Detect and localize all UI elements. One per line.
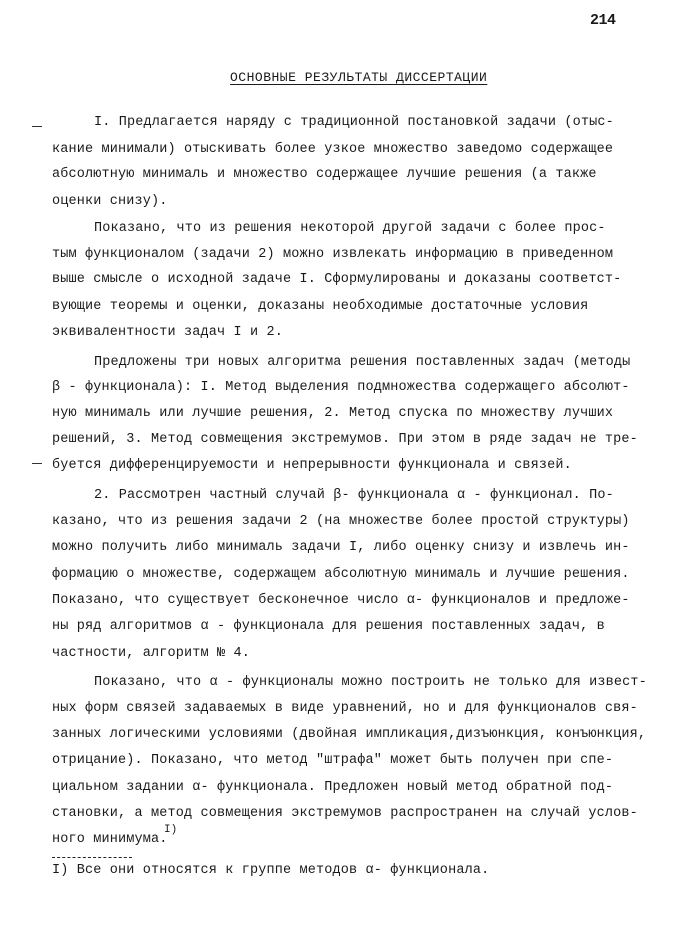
text-line: Показано, что из решения некоторой другой задачи с более прос- [94,221,606,236]
text-line: I. Предлагается наряду с традиционной постановкой задачи (отыс- [94,115,614,130]
footnote-divider [52,857,132,858]
text-line: можно получить либо минималь задачи I, либо оценку снизу и извлечь ин- [52,540,630,555]
margin-mark [32,126,42,127]
text-line: ную минималь или лучшие решения, 2. Метод спуска по множеству лучших [52,406,614,421]
text-line: ных форм связей задаваемых в виде уравнений, но и для функционалов свя- [52,701,638,716]
text-line: 2. Рассмотрен частный случай β- функционала α - функционал. По- [94,488,614,503]
text-line: отрицание). Показано, что метод "штрафа" может быть получен при спе- [52,753,614,768]
text-line: β - функционала): I. Метод выделения подмножества содержащего абсолют- [52,380,630,395]
text-line: Показано, что α - функционалы можно построить не только для извест- [94,675,647,690]
text-line: решений, 3. Метод совмещения экстремумов. При этом в ряде задач не тре- [52,432,638,447]
text-line: вующие теоремы и оценки, доказаны необходимые достаточные условия [52,299,589,314]
page-number: 214 [590,12,616,29]
text-line: выше смысле о исходной задаче I. Сформулированы и доказаны соответст- [52,272,622,287]
text-line: формацию о множестве, содержащем абсолютную минималь и лучшие решения. [52,567,630,582]
text-line: циальном задании α- функционала. Предложен новый метод обратной под- [52,780,614,795]
text-line: частности, алгоритм № 4. [52,646,251,661]
text-line: становки, а метод совмещения экстремумов распространен на случай услов- [52,806,638,821]
text-line: кание минимали) отыскивать более узкое множество заведомо содержащее [52,142,614,157]
text-line: эквивалентности задач I и 2. [52,325,284,340]
footnote-marker: I) [164,824,178,836]
text-line: оценки снизу). [52,194,168,209]
text-line: Предложены три новых алгоритма решения поставленных задач (методы [94,355,631,370]
text-line: ны ряд алгоритмов α - функционала для решения поставленных задач, в [52,619,605,634]
text-line: Показано, что существует бесконечное число α- функционалов и предложе- [52,593,630,608]
text-line: ного минимума. [52,832,168,847]
footnote: I) Все они относятся к группе методов α- функционала. [52,863,490,878]
text-line: казано, что из решения задачи 2 (на множестве более простой структуры) [52,514,630,529]
margin-mark [32,463,42,464]
page-title: ОСНОВНЫЕ РЕЗУЛЬТАТЫ ДИССЕРТАЦИИ [230,70,488,85]
text-line: буется дифференцируемости и непрерывности функционала и связей. [52,458,572,473]
text-line: занных логическими условиями (двойная импликация,дизъюнкция, конъюнкция, [52,727,647,742]
text-line: абсолютную минималь и множество содержащее лучшие решения (а также [52,167,597,182]
text-line: тым функционалом (задачи 2) можно извлекать информацию в приведенном [52,247,614,262]
